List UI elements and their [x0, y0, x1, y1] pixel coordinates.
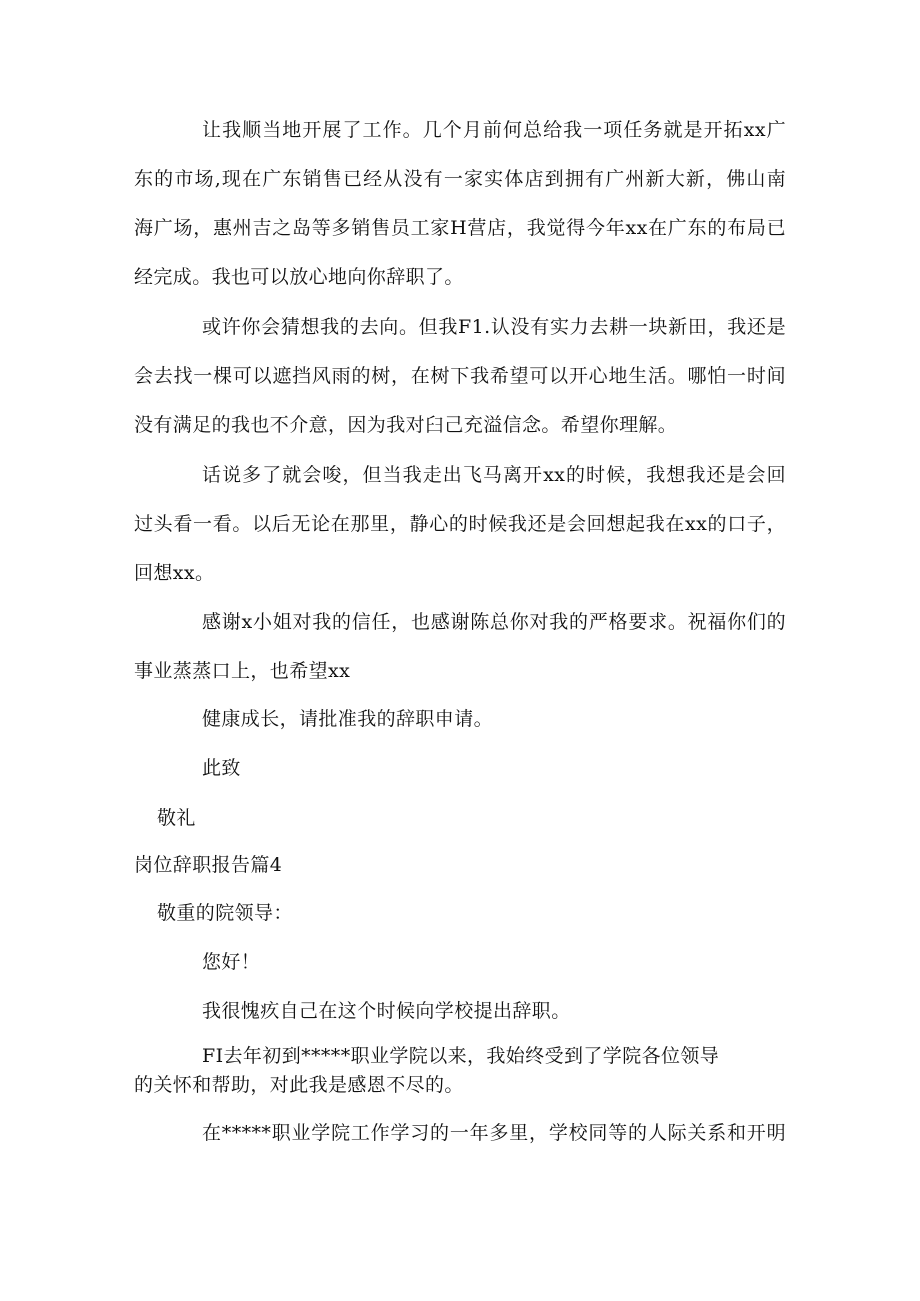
paragraph-line: 没有满足的我也不介意，因为我对臼己充溢信念。希望你理解。 — [134, 414, 678, 436]
closing-regards: 敬礼 — [157, 807, 196, 829]
paragraph-line: 让我顺当地开展了工作。几个月前何总给我一项任务就是开拓xx广 — [202, 119, 786, 141]
paragraph-line: 的关怀和帮助，对此我是感恩不尽的。 — [134, 1074, 464, 1096]
paragraph-line: 东的市场,现在广东销售已经从没有一家实体店到拥有广州新大新，佛山南 — [134, 168, 786, 190]
paragraph-line: 会去找一棵可以遮挡风雨的树，在树下我希望可以开心地生活。哪怕一时间 — [134, 365, 786, 387]
section-title: 岗位辞职报告篇4 — [134, 854, 283, 876]
paragraph-line: 经完成。我也可以放心地向你辞职了。 — [134, 266, 464, 288]
paragraph-line: 回想xx。 — [134, 562, 215, 584]
paragraph-line: 事业蒸蒸口上，也希望xx — [134, 660, 351, 682]
paragraph-line: 海广场，惠州吉之岛等多销售员工家H营店，我觉得今年xx在广东的布局已 — [134, 217, 786, 239]
paragraph-line: 感谢x小姐对我的信任，也感谢陈总你对我的严格要求。祝福你们的 — [202, 611, 786, 633]
closing-text: 此致 — [202, 757, 241, 779]
paragraph-workplace: 在*****职业学院工作学习的一年多里，学校同等的人际关系和开明 — [202, 1122, 786, 1144]
salutation: 敬重的院领导： — [157, 902, 293, 924]
paragraph-apology: 我很愧疚自己在这个时候向学校提出辞职。 — [202, 1000, 571, 1022]
paragraph-request: 健康成长，请批准我的辞职申请。 — [202, 708, 494, 730]
greeting: 您好！ — [202, 951, 261, 973]
paragraph-line: 过头看一看。以后无论在那里，静心的时候我还是会回想起我在xx的口子， — [134, 513, 786, 535]
paragraph-line: 或许你会猜想我的去向。但我F1.认没有实力去耕一块新田，我还是 — [202, 316, 786, 338]
paragraph-line: 话说多了就会唆，但当我走出飞马离开xx的时候，我想我还是会回 — [202, 464, 786, 486]
paragraph-line: FI去年初到*****职业学院以来，我始终受到了学院各位领导 — [202, 1045, 720, 1067]
